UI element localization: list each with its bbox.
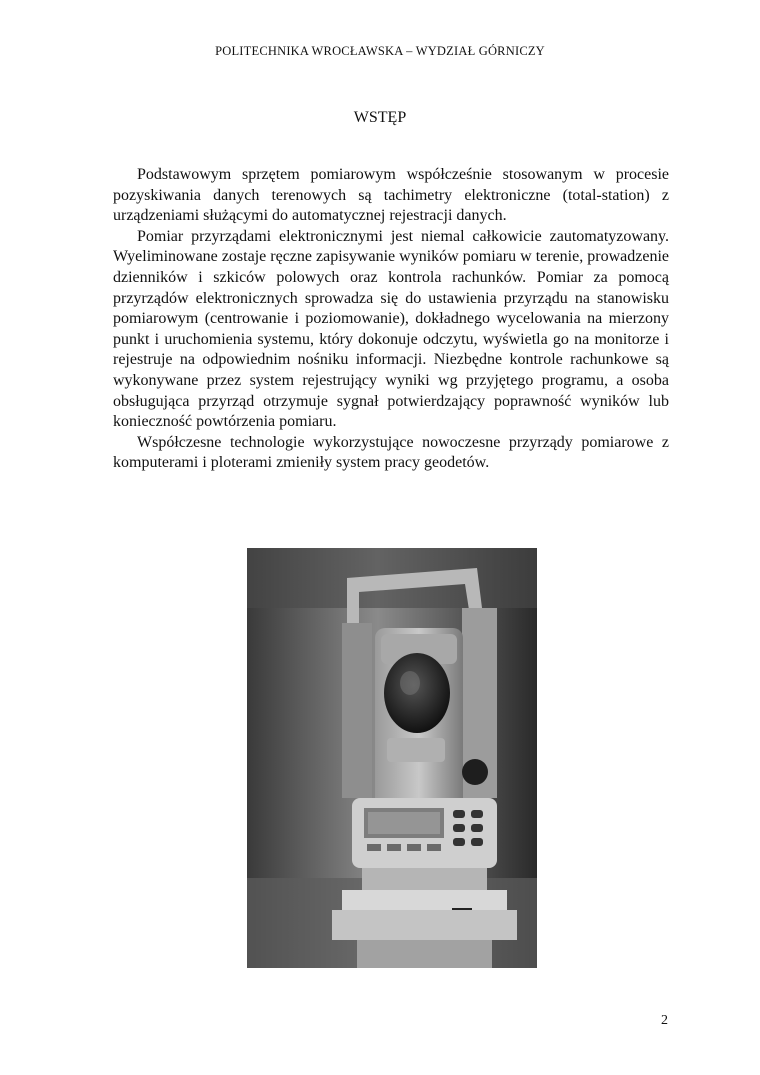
paragraph: Pomiar przyrządami elektronicznymi jest niemal całkowicie zautomatyzowany. Wyeliminowane zostaje ręczne zapisywanie wyników pomiaru w terenie, prowadzenie dzienników i szkiców polowych oraz kontrola rachunków. Pomiar za pomocą przyrządów elektronicznych sprowadza się do ustawienia przyrządu na stanowisku pomiarowym (centrowanie i poziomowanie), dokładnego wycelowania na mierzony punkt i uruchomienia systemu, który dokonuje odczytu, wyświetla go na monitorze i rejestruje na odpowiednim nośniku informacji. Niezbędne kontrole rachunkowe są wykonywane przez system rejestrujący wyniki wg przyjętego programu, a osoba obsługująca przyrząd otrzymuje sygnał potwierdzający poprawność wyników lub konieczność powtórzenia pomiaru. [113, 227, 669, 431]
paragraph: Podstawowym sprzętem pomiarowym współcześnie stosowanym w procesie pozyskiwania danych terenowych są tachimetry elektroniczne (total-station) z urządzeniami służącymi do automatycznej rejestracji danych. [113, 166, 669, 225]
running-header: POLITECHNIKA WROCŁAWSKA – WYDZIAŁ GÓRNICZY [215, 44, 545, 58]
total-station-photo-icon [247, 548, 537, 968]
paragraph: Współczesne technologie wykorzystujące nowoczesne przyrządy pomiarowe z komputerami i ploterami zmieniły system pracy geodetów. [113, 433, 669, 472]
body-text [113, 165, 669, 474]
page-number: 2 [661, 1013, 668, 1028]
section-title: WSTĘP [353, 109, 407, 126]
